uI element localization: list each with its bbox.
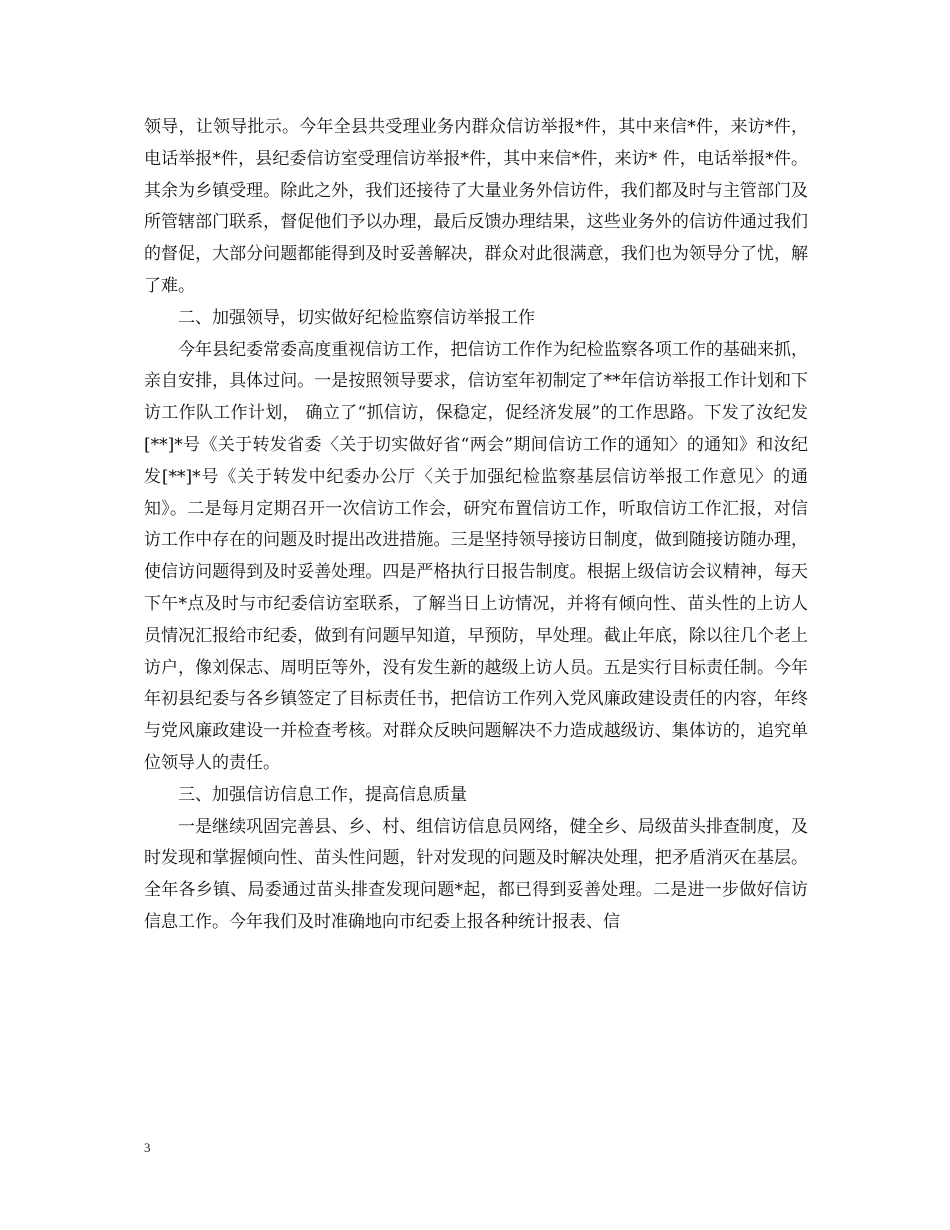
- document-body: [144, 112, 808, 939]
- paragraph-section-3-body: 一是继续巩固完善县、乡、村、组信访信息员网络，健全乡、局级苗头排查制度，及时发现和掌握倾向性、苗头性问题，针对发现的问题及时解决处理，把矛盾消灭在基层。全年各乡镇、局委通过苗头排查发现问题*起，都已得到妥善处理。二是进一步做好信访信息工作。今年我们及时准确地向市纪委上报各种统计报表、信: [144, 816, 808, 932]
- paragraph-intro-continuation: 领导，让领导批示。今年全县共受理业务内群众信访举报*件，其中来信*件，来访*件，电话举报*件，县纪委信访室受理信访举报*件，其中来信*件，来访* 件，电话举报*件。其余为乡镇受理。除此之外，我们还接待了大量业务外信访件，我们都及时与主管部门及所管辖部门联系，督促他们予以办理，最后反馈办理结果，这些业务外的信访件通过我们的督促，大部分问题都能得到及时妥善解决，群众对此很满意，我们也为领导分了忧，解了难。: [144, 117, 808, 296]
- page-number: 3: [144, 1140, 151, 1155]
- section-heading-2: 二、加强领导，切实做好纪检监察信访举报工作: [178, 307, 535, 328]
- section-heading-3: 三、加强信访信息工作，提高信息质量: [178, 784, 467, 805]
- paragraph-section-2-body: 今年县纪委常委高度重视信访工作，把信访工作作为纪检监察各项工作的基础来抓，亲自安排，具体过问。一是按照领导要求，信访室年初制定了**年信访举报工作计划和下访工作队工作计划， 确立了“抓信访，保稳定，促经济发展”的工作思路。下发了汝纪发[**]*号《关于转发省委〈关于切实做好省“两会”期间信访工作的通知〉的通知》和汝纪发[**]*号《关于转发中纪委办公厅〈关于加强纪检监察基层信访举报工作意见〉的通知》。二是每月定期召开一次信访工作会，研究布置信访工作，听取信访工作汇报，对信访工作中存在的问题及时提出改进措施。三是坚持领导接访日制度，做到随接访随办理，使信访问题得到及时妥善处理。四是严格执行日报告制度。根据上级信访会议精神，每天下午*点及时与市纪委信访室联系，了解当日上访情况，并将有倾向性、苗头性的上访人员情况汇报给市纪委，做到有问题早知道，早预防，早处理。截止年底，除以往几个老上访户，像刘保志、周明臣等外，没有发生新的越级上访人员。五是实行目标责任制。今年年初县纪委与各乡镇签定了目标责任书，把信访工作列入党风廉政建设责任的内容，年终与党风廉政建设一并检查考核。对群众反映问题解决不力造成越级访、集体访的，追究单位领导人的责任。: [144, 339, 808, 773]
